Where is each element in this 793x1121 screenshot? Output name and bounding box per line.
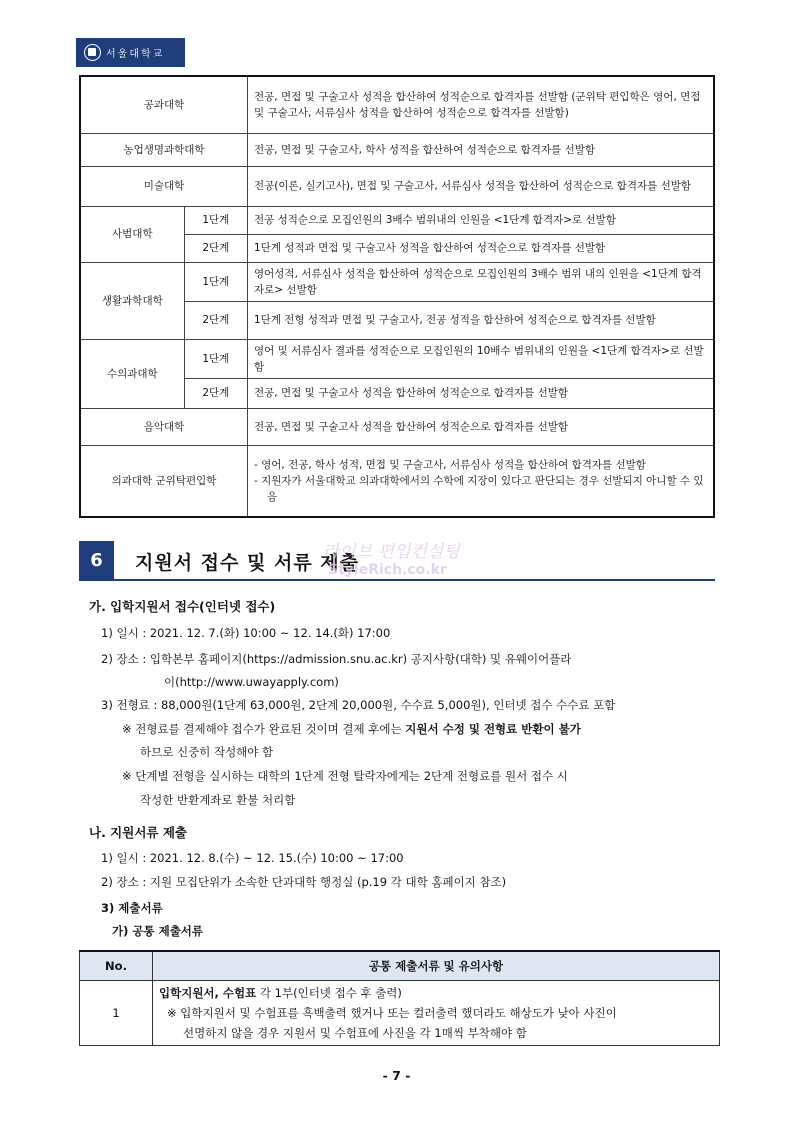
- watermark-line2: StyleRich.co.kr: [328, 562, 447, 578]
- table-row: [80, 408, 714, 445]
- table-row: [80, 166, 714, 206]
- bullet-item: - 영어, 전공, 학사 성적, 면접 및 구술고사, 서류심사 성적을 합산하여 합격자를 선발함: [254, 458, 646, 471]
- criteria-bullets: [248, 445, 715, 517]
- selection-criteria-table: [79, 75, 715, 518]
- criteria-text: 전공, 면접 및 구술고사, 학사 성적을 합산하여 성적순으로 합격자를 선발함: [248, 133, 715, 166]
- part-a-note2-cont: 작성한 반환계좌로 환불 처리함: [140, 793, 296, 807]
- table-row: [80, 133, 714, 166]
- document-title: [159, 983, 713, 1003]
- bullet-item: - 지원자가 서울대학교 의과대학에서의 수학에 지장이 있다고 판단되는 경우 선발되지 아니할 수 있음: [254, 474, 704, 503]
- table-row: [80, 445, 714, 517]
- part-a-item1: 1) 일시 : 2021. 12. 7.(화) 10:00 ~ 12. 14.(화) 17:00: [101, 626, 391, 640]
- college-name: 농업생명과학대학: [80, 133, 248, 166]
- criteria-text: 전공, 면접 및 구술고사 성적을 합산하여 성적순으로 합격자를 선발함: [248, 378, 715, 408]
- emblem-icon: [84, 44, 101, 61]
- note1-emphasis: 지원서 수정 및 전형료 반환이 불가: [405, 722, 581, 736]
- part-b-item3: 3) 제출서류: [101, 901, 163, 915]
- criteria-text: 영어 및 서류심사 결과를 성적순으로 모집인원의 10배수 범위내의 인원을 <1단계 합격자>로 선발함: [248, 339, 715, 378]
- part-b-item1: 1) 일시 : 2021. 12. 8.(수) ~ 12. 15.(수) 10:00 ~ 17:00: [101, 851, 404, 865]
- logo-text: 서울대학교: [106, 49, 165, 60]
- part-a-item3: 3) 전형료 : 88,000원(1단계 63,000원, 2단계 20,000원, 수수료 5,000원), 인터넷 접수 수수료 포함: [101, 698, 616, 712]
- stage-label: 2단계: [184, 234, 247, 262]
- watermark-line1: 라이브 편입컨설팅: [323, 542, 460, 562]
- part-a-item2: 2) 장소 : 입학본부 홈페이지(https://admission.snu.ac.kr) 공지사항(대학) 및 유웨이어플라: [101, 652, 572, 666]
- table-row: [80, 339, 714, 378]
- college-name: 미술대학: [80, 166, 248, 206]
- table-header-row: [80, 951, 720, 981]
- stage-label: 1단계: [184, 262, 247, 301]
- part-a-item2-cont: 이(http://www.uwayapply.com): [164, 675, 339, 689]
- document-title-rest: 각 1부(인터넷 접수 후 출력): [256, 986, 402, 1000]
- part-a-note2: ※ 단계별 전형을 실시하는 대학의 1단계 전형 탈락자에게는 2단계 전형료를 원서 접수 시: [122, 769, 568, 783]
- section-number: 6: [79, 541, 114, 579]
- criteria-text: 전공(이론, 실기고사), 면접 및 구술고사, 서류심사 성적을 합산하여 성적순으로 합격자를 선발함: [248, 166, 715, 206]
- table-row: [80, 981, 720, 1046]
- criteria-text: 1단계 성적과 면접 및 구술고사 성적을 합산하여 성적순으로 합격자를 선발함: [248, 234, 715, 262]
- row-number: 1: [80, 981, 153, 1046]
- note1-text: ※ 전형료를 결제해야 접수가 완료된 것이며 결제 후에는: [122, 722, 406, 736]
- col-header-desc: 공통 제출서류 및 유의사항: [153, 951, 720, 981]
- row-description: [153, 981, 720, 1046]
- college-name: 음악대학: [80, 408, 248, 445]
- college-name: 생활과학대학: [80, 262, 184, 339]
- college-name: 공과대학: [80, 76, 248, 133]
- document-title-bold: 입학지원서, 수험표: [159, 986, 257, 1000]
- part-a-heading: 가. 입학지원서 접수(인터넷 접수): [89, 599, 276, 614]
- criteria-text: 전공, 면접 및 구술고사 성적을 합산하여 성적순으로 합격자를 선발함: [248, 408, 715, 445]
- stage-label: 1단계: [184, 206, 247, 234]
- page-number: - 7 -: [382, 1068, 411, 1083]
- college-name: 의과대학 군위탁편입학: [80, 445, 248, 517]
- table-row: [80, 206, 714, 234]
- common-documents-table: [79, 950, 720, 1046]
- college-name: 수의과대학: [80, 339, 184, 408]
- stage-label: 2단계: [184, 378, 247, 408]
- university-logo: [76, 38, 185, 67]
- document-note-cont: 선명하지 않을 경우 지원서 및 수험표에 사진을 각 1매씩 부착해야 함: [183, 1026, 527, 1040]
- part-b-heading: 나. 지원서류 제출: [89, 825, 187, 840]
- criteria-text: 전공, 면접 및 구술고사 성적을 합산하여 성적순으로 합격자를 선발함 (군위탁 편입학은 영어, 면접 및 구술고사, 서류심사 성적을 합산하여 성적순으로 합격자를 선발함): [248, 76, 715, 133]
- section-title: 지원서 접수 및 서류 제출: [135, 552, 359, 574]
- college-name: 사범대학: [80, 206, 184, 262]
- criteria-text: 영어성적, 서류심사 성적을 합산하여 성적순으로 모집인원의 3배수 범위 내의 인원을 <1단계 합격자로> 선발함: [248, 262, 715, 301]
- criteria-text: 1단계 전형 성적과 면접 및 구술고사, 전공 성적을 합산하여 성적순으로 합격자를 선발함: [248, 301, 715, 339]
- part-b-sub-a: 가) 공통 제출서류: [112, 924, 204, 938]
- part-b-item2: 2) 장소 : 지원 모집단위가 소속한 단과대학 행정실 (p.19 각 대학 홈페이지 참조): [101, 875, 507, 889]
- part-a-note1: [122, 720, 581, 738]
- document-note: ※ 입학지원서 및 수험표를 흑백출력 했거나 또는 컬러출력 했더라도 해상도가 낮아 사진이: [167, 1006, 617, 1020]
- stage-label: 2단계: [184, 301, 247, 339]
- section-divider: [79, 579, 715, 581]
- criteria-text: 전공 성적순으로 모집인원의 3배수 범위내의 인원을 <1단계 합격자>로 선발함: [248, 206, 715, 234]
- table-row: [80, 76, 714, 133]
- part-a-note1-cont: 하므로 신중히 작성해야 함: [140, 745, 274, 759]
- stage-label: 1단계: [184, 339, 247, 378]
- table-row: [80, 262, 714, 301]
- col-header-no: No.: [80, 951, 153, 981]
